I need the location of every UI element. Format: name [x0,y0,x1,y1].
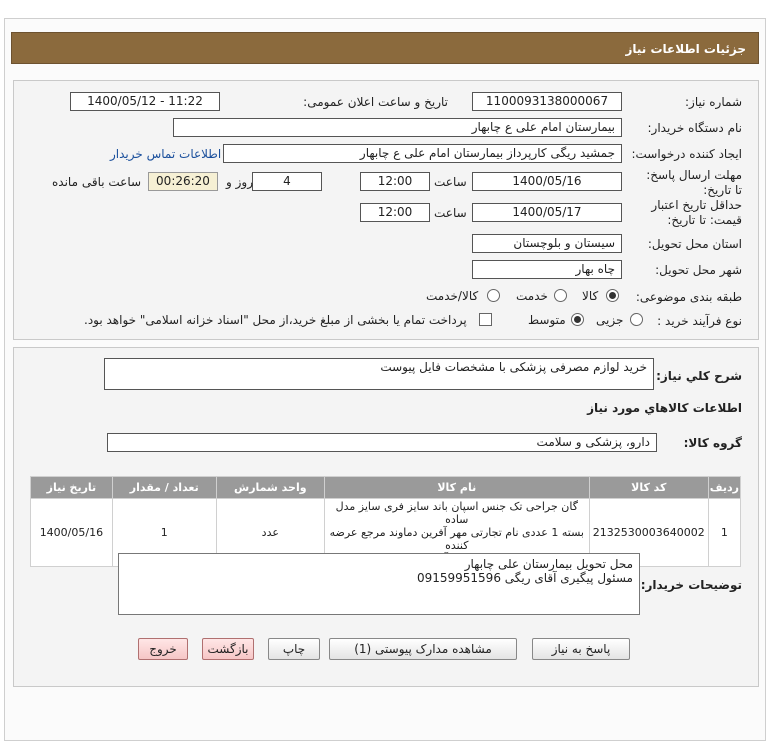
cell-unit: عدد [216,499,324,567]
process-type-label: نوع فرآیند خرید : [657,314,742,328]
cell-qty: 1 [112,499,216,567]
reply-time-label: ساعت [434,175,467,189]
category-radio-goods-service[interactable] [487,289,500,302]
col-qty: تعداد / مقدار [112,477,216,499]
price-time-field[interactable]: 12:00 [360,203,430,222]
process-minor-label: جزیی [596,313,624,327]
remaining-time-label: ساعت باقی مانده [52,175,142,189]
col-code: کد کالا [589,477,708,499]
buyer-notes-line: محل تحویل بیمارستان علی چابهار [464,557,633,571]
exit-button[interactable]: خروج [138,638,188,660]
buyer-notes-label: توضیحات خریدار: [640,578,742,592]
price-time-label: ساعت [434,206,467,220]
treasury-payment-checkbox[interactable] [479,313,492,326]
reply-deadline-label: مهلت ارسال پاسخ: تا تاریخ: [646,168,742,197]
buyer-notes-line: مسئول پیگیری آقای ریگی 09159951596 [416,571,633,585]
cell-code: 2132530003640002 [589,499,708,567]
category-radio-goods[interactable] [606,289,619,302]
province-label: استان محل تحویل: [647,237,742,251]
buyer-org-field[interactable]: بیمارستان امام علی ع چابهار [173,118,622,137]
price-validity-label: حداقل تاریخ اعتبار قیمت: تا تاریخ: [651,198,742,227]
view-attachments-button[interactable]: مشاهده مدارک پیوستی (1) [329,638,517,660]
summary-label: شرح کلي نياز: [656,369,742,383]
goods-group-label: گروه کالا: [683,436,742,450]
back-button[interactable]: بازگشت [202,638,254,660]
col-date: تاریخ نیاز [31,477,113,499]
announce-date-label: تاریخ و ساعت اعلان عمومی: [303,95,448,109]
category-service-label: خدمت [516,289,548,303]
col-row: ردیف [708,477,740,499]
goods-group-field[interactable]: دارو، پزشکی و سلامت [107,433,657,452]
buyer-contact-link[interactable]: اطلاعات تماس خریدار [110,147,222,161]
process-radio-medium[interactable] [571,313,584,326]
requester-field[interactable]: جمشید ریگی کارپرداز بیمارستان امام علی ع چابهار [223,144,622,163]
category-radio-service[interactable] [554,289,567,302]
remaining-time-field: 00:26:20 [148,172,218,191]
summary-field[interactable]: خرید لوازم مصرفی پزشکی با مشخصات فایل پیوست [104,358,654,390]
reply-date-field[interactable]: 1400/05/16 [472,172,622,191]
announce-date-field[interactable]: 1400/05/12 - 11:22 [70,92,220,111]
city-label: شهر محل تحویل: [655,263,742,277]
col-unit: واحد شمارش [216,477,324,499]
cell-date: 1400/05/16 [31,499,113,567]
treasury-payment-note: پرداخت تمام یا بخشی از مبلغ خرید،از محل "اسناد خزانه اسلامی" خواهد بود. [84,313,467,327]
reply-to-need-button[interactable]: پاسخ به نیاز [532,638,630,660]
days-field[interactable]: 4 [252,172,322,191]
province-field[interactable]: سیستان و بلوچستان [472,234,622,253]
page-title: جزئیات اطلاعات نیاز [625,42,746,56]
goods-section-title: اطلاعات کالاهاي مورد نياز [587,401,742,415]
days-label: روز و [226,175,253,189]
cell-name-line: گان جراحی تک جنس اسپان باند سایز فری سایز مدل ساده [335,500,578,526]
category-goods-label: کالا [582,289,599,303]
col-name: نام کالا [324,477,589,499]
process-radio-minor[interactable] [630,313,643,326]
price-date-field[interactable]: 1400/05/17 [472,203,622,222]
process-medium-label: متوسط [528,313,566,327]
category-label: طبقه بندی موضوعی: [635,290,742,304]
need-number-field[interactable]: 1100093138000067 [472,92,622,111]
buyer-notes-field[interactable] [118,553,640,615]
city-field[interactable]: چاه بهار [472,260,622,279]
cell-row: 1 [708,499,740,567]
page-header [11,32,759,64]
requester-label: ایجاد کننده درخواست: [631,147,742,161]
goods-table-header [31,477,741,499]
category-goods-service-label: کالا/خدمت [426,289,479,303]
buyer-org-label: نام دستگاه خریدار: [647,121,742,135]
reply-time-field[interactable]: 12:00 [360,172,430,191]
cell-name-line: بسته 1 عددی نام تجارتی مهر آفرین دماوند مرجع عرضه کننده [329,526,584,552]
print-button[interactable]: چاپ [268,638,320,660]
need-number-label: شماره نیاز: [685,95,742,109]
